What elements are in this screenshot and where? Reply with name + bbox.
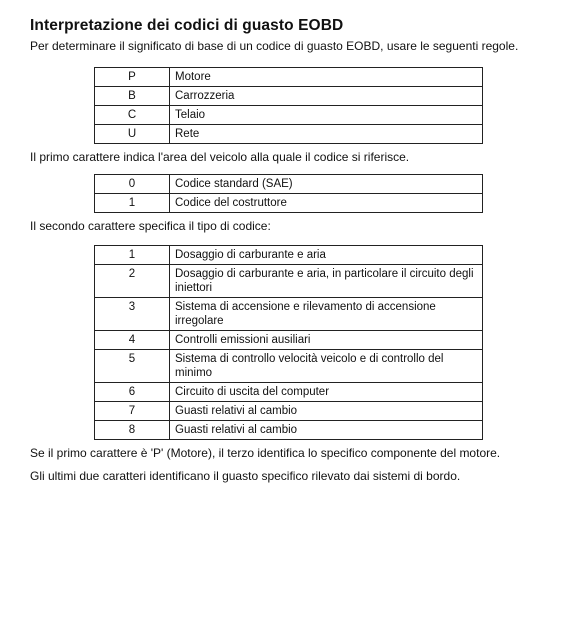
table-row [95, 194, 483, 213]
code-key: U [95, 125, 170, 144]
intro-text: Per determinare il significato di base di un codice di guasto EOBD, usare le seguenti regole. [30, 39, 519, 53]
third-character-table [94, 245, 483, 440]
table-row [95, 298, 483, 331]
first-character-table [94, 67, 483, 144]
second-character-table [94, 174, 483, 213]
code-key: 6 [95, 383, 170, 402]
second-character-description: Il secondo carattere specifica il tipo di codice: [30, 219, 271, 233]
table-row [95, 87, 483, 106]
third-character-description: Se il primo carattere è 'P' (Motore), il terzo identifica lo specifico componente del motore. [30, 446, 501, 460]
table-row [95, 246, 483, 265]
code-key: 3 [95, 298, 170, 331]
code-meaning: Sistema di accensione e rilevamento di accensione irregolare [170, 298, 483, 331]
table-row [95, 68, 483, 87]
table-row [95, 106, 483, 125]
code-meaning: Guasti relativi al cambio [170, 421, 483, 440]
code-key: 5 [95, 350, 170, 383]
table-row [95, 265, 483, 298]
code-meaning: Carrozzeria [170, 87, 483, 106]
table-row [95, 125, 483, 144]
code-key: 1 [95, 194, 170, 213]
table-row [95, 402, 483, 421]
code-key: 0 [95, 175, 170, 194]
table-row [95, 350, 483, 383]
code-key: 1 [95, 246, 170, 265]
code-key: C [95, 106, 170, 125]
code-meaning: Motore [170, 68, 483, 87]
code-meaning: Codice standard (SAE) [170, 175, 483, 194]
first-character-description: Il primo carattere indica l'area del veicolo alla quale il codice si riferisce. [30, 150, 410, 164]
code-key: 8 [95, 421, 170, 440]
last-characters-description: Gli ultimi due caratteri identificano il guasto specifico rilevato dai sistemi di bordo. [30, 469, 461, 483]
code-meaning: Guasti relativi al cambio [170, 402, 483, 421]
code-meaning: Telaio [170, 106, 483, 125]
table-row [95, 383, 483, 402]
code-key: P [95, 68, 170, 87]
code-meaning: Circuito di uscita del computer [170, 383, 483, 402]
code-meaning: Rete [170, 125, 483, 144]
code-meaning: Codice del costruttore [170, 194, 483, 213]
table-row [95, 421, 483, 440]
table-row [95, 175, 483, 194]
page-title: Interpretazione dei codici di guasto EOBD [30, 17, 344, 34]
code-meaning: Dosaggio di carburante e aria [170, 246, 483, 265]
table-row [95, 331, 483, 350]
code-key: 7 [95, 402, 170, 421]
code-meaning: Controlli emissioni ausiliari [170, 331, 483, 350]
code-meaning: Sistema di controllo velocità veicolo e di controllo del minimo [170, 350, 483, 383]
code-meaning: Dosaggio di carburante e aria, in particolare il circuito degli iniettori [170, 265, 483, 298]
code-key: 2 [95, 265, 170, 298]
code-key: 4 [95, 331, 170, 350]
code-key: B [95, 87, 170, 106]
